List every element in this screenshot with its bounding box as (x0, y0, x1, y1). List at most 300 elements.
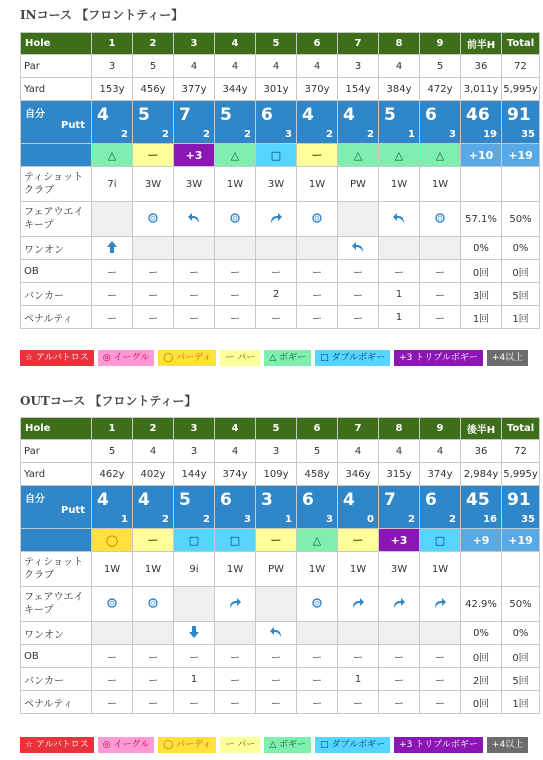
in-teeshot-row (21, 167, 540, 202)
out-yard-cell: 374y (215, 463, 256, 486)
out-yard-cell: Yard (21, 463, 92, 486)
in-score-cell (174, 101, 215, 144)
legend-item: +3 トリプルボギー (394, 737, 483, 753)
in-teeshot-cell: 3W (256, 167, 297, 202)
legend-item: ☆ アルバトロス (20, 737, 94, 753)
in-result-cell (215, 144, 256, 167)
putt-count: 2 (162, 514, 169, 525)
putt-label: Putt (60, 120, 85, 131)
putt-count: 0 (367, 514, 374, 525)
out-penalty-cell: ー (256, 691, 297, 714)
in-score-cell (297, 101, 338, 144)
stroke-count: 5 (138, 105, 150, 125)
in-teeshot-cell (502, 167, 540, 202)
out-bunker-cell: ー (379, 668, 420, 691)
in-hole-header-cell: 1 (92, 33, 133, 55)
in-par-cell: 5 (133, 55, 174, 78)
legend-item: □ ダブルボギー (315, 737, 390, 753)
legend-item: +3 トリプルボギー (394, 350, 483, 366)
arrow-curve-left-icon (269, 625, 283, 639)
out-par-row (21, 440, 540, 463)
in-one-on-cell (420, 237, 461, 260)
in-fairway-cell (215, 202, 256, 237)
stroke-count: 5 (384, 105, 396, 125)
stroke-count: 4 (97, 490, 109, 510)
out-result-cell (420, 529, 461, 552)
legend-item: ◎ イーグル (98, 350, 154, 366)
out-yard-cell: 346y (338, 463, 379, 486)
out-bunker-cell: ー (420, 668, 461, 691)
in-ob-cell: ー (133, 260, 174, 283)
result-symbol: ー (352, 534, 364, 547)
out-one-on-cell: 0% (461, 622, 502, 645)
out-teeshot-cell: PW (256, 552, 297, 587)
out-result-cell (297, 529, 338, 552)
out-ob-label: OB (21, 645, 92, 668)
in-score-cell (379, 101, 420, 144)
out-hole-header-cell: 1 (92, 418, 133, 440)
in-bunker-cell: 1 (379, 283, 420, 306)
out-ob-cell: ー (338, 645, 379, 668)
legend-item: ☆ アルバトロス (20, 350, 94, 366)
in-bunker-cell: 2 (256, 283, 297, 306)
out-one-on-cell (297, 622, 338, 645)
in-hole-header-row (21, 33, 540, 55)
in-score-cell (215, 101, 256, 144)
out-fairway-cell (256, 587, 297, 622)
in-score-cell (338, 101, 379, 144)
out-par-cell: 4 (338, 440, 379, 463)
arrow-curve-right-icon (351, 596, 365, 610)
out-bunker-cell: ー (297, 668, 338, 691)
in-yard-cell: 153y (92, 78, 133, 101)
in-result-cell (174, 144, 215, 167)
in-result-cell (379, 144, 420, 167)
out-hole-header-cell: Hole (21, 418, 92, 440)
out-teeshot-cell: 3W (379, 552, 420, 587)
in-teeshot-cell: 1W (297, 167, 338, 202)
in-penalty-cell: ー (256, 306, 297, 329)
arrow-curve-left-icon (187, 211, 201, 225)
out-fairway-cell (92, 587, 133, 622)
out-yard-cell: 402y (133, 463, 174, 486)
in-fairway-cell (174, 202, 215, 237)
in-score-label-cell (21, 101, 92, 144)
out-ob-cell: ー (297, 645, 338, 668)
out-yard-cell: 315y (379, 463, 420, 486)
out-penalty-cell: ー (338, 691, 379, 714)
out-teeshot-cell (502, 552, 540, 587)
in-bunker-cell: ー (297, 283, 338, 306)
out-ob-cell: ー (133, 645, 174, 668)
legend-item: △ ボギー (264, 737, 311, 753)
in-yard-cell: 472y (420, 78, 461, 101)
in-bunker-row (21, 283, 540, 306)
in-one-on-cell (174, 237, 215, 260)
fairway-target-icon (146, 211, 160, 225)
result-symbol: ー (311, 149, 323, 162)
legend-item: ー パー (220, 737, 260, 753)
legend-item: ー パー (220, 350, 260, 366)
out-bunker-cell: ー (133, 668, 174, 691)
out-ob-cell: ー (215, 645, 256, 668)
out-yard-cell: 462y (92, 463, 133, 486)
stroke-count: 91 (507, 490, 531, 510)
out-one-on-row (21, 622, 540, 645)
out-ob-row (21, 645, 540, 668)
in-yard-cell: 5,995y (502, 78, 540, 101)
out-fairway-cell: 42.9% (461, 587, 502, 622)
in-result-row (21, 144, 540, 167)
legend-item: +4以上 (487, 737, 528, 753)
legend-item: +4以上 (487, 350, 528, 366)
in-score-cell (133, 101, 174, 144)
in-result-cell (502, 144, 540, 167)
stroke-count: 5 (220, 105, 232, 125)
in-ob-cell: ー (420, 260, 461, 283)
arrow-curve-left-icon (392, 211, 406, 225)
out-one-on-cell (133, 622, 174, 645)
in-one-on-cell (92, 237, 133, 260)
in-penalty-cell: 1回 (461, 306, 502, 329)
in-ob-cell: ー (379, 260, 420, 283)
out-hole-header-cell: 後半H (461, 418, 502, 440)
putt-count: 19 (483, 129, 497, 140)
in-result-cell (461, 144, 502, 167)
stroke-count: 91 (507, 105, 531, 125)
out-score-cell (215, 486, 256, 529)
in-one-on-cell (215, 237, 256, 260)
out-bunker-cell: 1 (338, 668, 379, 691)
in-one-on-row (21, 237, 540, 260)
in-score-cell (256, 101, 297, 144)
in-par-cell: Par (21, 55, 92, 78)
in-ob-cell: 0回 (461, 260, 502, 283)
in-teeshot-cell: PW (338, 167, 379, 202)
in-bunker-cell: 5回 (502, 283, 540, 306)
in-score-cell (461, 101, 502, 144)
putt-count: 35 (521, 129, 535, 140)
in-teeshot-label: ティショット クラブ (21, 167, 92, 202)
stroke-count: 6 (425, 490, 437, 510)
arrow-curve-left-icon (351, 240, 365, 254)
putt-count: 3 (285, 129, 292, 140)
in-one-on-cell (256, 237, 297, 260)
in-hole-header-cell: Total (502, 33, 540, 55)
self-label: 自分 (25, 494, 45, 505)
result-symbol: △ (353, 148, 363, 162)
out-result-cell (256, 529, 297, 552)
in-par-cell: 72 (502, 55, 540, 78)
putt-count: 3 (326, 514, 333, 525)
out-hole-header-cell: 9 (420, 418, 461, 440)
fairway-target-icon (228, 211, 242, 225)
out-fairway-cell (174, 587, 215, 622)
in-result-label-cell (21, 144, 92, 167)
in-teeshot-cell: 7i (92, 167, 133, 202)
putt-count: 3 (244, 514, 251, 525)
result-symbol: △ (435, 148, 445, 162)
stroke-count: 7 (179, 105, 191, 125)
legend-item: ◯ バーディ (158, 350, 216, 366)
out-par-cell: 5 (92, 440, 133, 463)
out-par-cell: 3 (256, 440, 297, 463)
legend-item: ◎ イーグル (98, 737, 154, 753)
putt-count: 2 (408, 514, 415, 525)
in-bunker-cell: ー (338, 283, 379, 306)
out-hole-header-cell: 6 (297, 418, 338, 440)
out-one-on-cell (379, 622, 420, 645)
out-par-cell: 36 (461, 440, 502, 463)
out-ob-cell: 0回 (461, 645, 502, 668)
out-penalty-cell: 1回 (502, 691, 540, 714)
in-penalty-row (21, 306, 540, 329)
in-penalty-cell: 1 (379, 306, 420, 329)
in-one-on-cell: 0% (461, 237, 502, 260)
out-hole-header-cell: 4 (215, 418, 256, 440)
in-hole-header-cell: 6 (297, 33, 338, 55)
stroke-count: 45 (466, 490, 490, 510)
stroke-count: 6 (302, 490, 314, 510)
in-par-cell: 4 (256, 55, 297, 78)
out-ob-cell: ー (379, 645, 420, 668)
out-hole-header-row (21, 418, 540, 440)
in-fairway-label: フェアウエイ キープ (21, 202, 92, 237)
fairway-target-icon (146, 596, 160, 610)
arrow-down-icon (187, 625, 201, 639)
out-teeshot-cell: 9i (174, 552, 215, 587)
out-score-cell (338, 486, 379, 529)
putt-count: 2 (203, 129, 210, 140)
putt-count: 2 (244, 129, 251, 140)
putt-count: 2 (121, 129, 128, 140)
in-result-cell (420, 144, 461, 167)
out-score-cell (379, 486, 420, 529)
in-par-cell: 4 (215, 55, 256, 78)
in-bunker-cell: 3回 (461, 283, 502, 306)
in-fairway-cell (133, 202, 174, 237)
in-result-cell (256, 144, 297, 167)
in-bunker-cell: ー (420, 283, 461, 306)
out-fairway-cell (420, 587, 461, 622)
result-symbol: □ (270, 148, 282, 162)
stroke-count: 6 (220, 490, 232, 510)
out-hole-header-cell: 2 (133, 418, 174, 440)
result-symbol: △ (394, 148, 404, 162)
out-hole-header-cell: 3 (174, 418, 215, 440)
fairway-target-icon (310, 596, 324, 610)
out-score-cell (174, 486, 215, 529)
putt-count: 2 (203, 514, 210, 525)
out-course-title: OUTコース 【フロントティー】 (20, 394, 197, 408)
stroke-count: 6 (425, 105, 437, 125)
out-bunker-label: バンカー (21, 668, 92, 691)
out-fairway-cell: 50% (502, 587, 540, 622)
in-yard-cell: 3,011y (461, 78, 502, 101)
in-ob-cell: ー (92, 260, 133, 283)
in-penalty-cell: 1回 (502, 306, 540, 329)
in-par-cell: 36 (461, 55, 502, 78)
out-par-cell: 3 (174, 440, 215, 463)
result-symbol: ー (147, 149, 159, 162)
self-label: 自分 (25, 109, 45, 120)
putt-count: 1 (121, 514, 128, 525)
out-score-cell (502, 486, 540, 529)
putt-count: 1 (285, 514, 292, 525)
out-fairway-label: フェアウエイ キープ (21, 587, 92, 622)
in-yard-cell: 384y (379, 78, 420, 101)
out-fairway-cell (215, 587, 256, 622)
in-fairway-cell (379, 202, 420, 237)
in-hole-header-cell: 9 (420, 33, 461, 55)
stroke-count: 4 (343, 490, 355, 510)
result-symbol: ◯ (105, 533, 119, 547)
out-result-cell (174, 529, 215, 552)
putt-label: Putt (60, 505, 85, 516)
out-hole-header-cell: Total (502, 418, 540, 440)
in-one-on-label: ワンオン (21, 237, 92, 260)
in-fairway-row (21, 202, 540, 237)
out-score-cell (92, 486, 133, 529)
out-fairway-cell (379, 587, 420, 622)
out-score-cell (256, 486, 297, 529)
in-result-cell (133, 144, 174, 167)
out-penalty-cell: ー (215, 691, 256, 714)
out-par-cell: 4 (379, 440, 420, 463)
legend-item: ◯ バーディ (158, 737, 216, 753)
out-scorecard-table (20, 417, 540, 714)
out-penalty-label: ペナルティ (21, 691, 92, 714)
in-yard-row (21, 78, 540, 101)
out-teeshot-cell: 1W (133, 552, 174, 587)
out-fairway-row (21, 587, 540, 622)
in-hole-header-cell: 前半H (461, 33, 502, 55)
in-fairway-cell (420, 202, 461, 237)
out-fairway-cell (297, 587, 338, 622)
out-yard-cell: 5,995y (502, 463, 540, 486)
in-par-cell: 4 (297, 55, 338, 78)
out-yard-cell: 458y (297, 463, 338, 486)
in-par-cell: 4 (174, 55, 215, 78)
in-hole-header-cell: 5 (256, 33, 297, 55)
stroke-count: 3 (261, 490, 273, 510)
in-teeshot-cell: 1W (420, 167, 461, 202)
in-hole-header-cell: 7 (338, 33, 379, 55)
in-penalty-label: ペナルティ (21, 306, 92, 329)
out-teeshot-cell: 1W (338, 552, 379, 587)
result-symbol: □ (188, 533, 200, 547)
arrow-curve-right-icon (269, 211, 283, 225)
out-teeshot-cell (461, 552, 502, 587)
legend-item: △ ボギー (264, 350, 311, 366)
out-hole-header-cell: 5 (256, 418, 297, 440)
out-score-label-cell (21, 486, 92, 529)
out-par-cell: 72 (502, 440, 540, 463)
out-one-on-cell (338, 622, 379, 645)
in-fairway-cell (256, 202, 297, 237)
in-yard-cell: 377y (174, 78, 215, 101)
result-symbol: +3 (185, 148, 203, 162)
out-yard-cell: 2,984y (461, 463, 502, 486)
out-par-cell: 5 (297, 440, 338, 463)
out-ob-cell: 0回 (502, 645, 540, 668)
out-legend (20, 737, 528, 753)
out-bunker-cell: 2回 (461, 668, 502, 691)
out-ob-cell: ー (420, 645, 461, 668)
in-score-cell (502, 101, 540, 144)
out-ob-cell: ー (256, 645, 297, 668)
putt-count: 35 (521, 514, 535, 525)
out-penalty-cell: ー (297, 691, 338, 714)
out-penalty-cell: ー (92, 691, 133, 714)
out-bunker-cell: ー (92, 668, 133, 691)
in-penalty-cell: ー (133, 306, 174, 329)
in-fairway-cell: 50% (502, 202, 540, 237)
stroke-count: 6 (261, 105, 273, 125)
putt-count: 16 (483, 514, 497, 525)
out-one-on-cell (256, 622, 297, 645)
in-ob-label: OB (21, 260, 92, 283)
out-score-cell (297, 486, 338, 529)
out-yard-cell: 144y (174, 463, 215, 486)
out-ob-cell: ー (174, 645, 215, 668)
stroke-count: 4 (138, 490, 150, 510)
in-penalty-cell: ー (297, 306, 338, 329)
in-teeshot-cell: 3W (174, 167, 215, 202)
in-hole-header-cell: 3 (174, 33, 215, 55)
out-teeshot-cell: 1W (92, 552, 133, 587)
out-penalty-cell: 0回 (461, 691, 502, 714)
out-teeshot-row (21, 552, 540, 587)
in-par-cell: 3 (338, 55, 379, 78)
legend-item: □ ダブルボギー (315, 350, 390, 366)
stroke-count: 4 (97, 105, 109, 125)
out-result-cell (502, 529, 540, 552)
arrow-curve-right-icon (228, 596, 242, 610)
out-one-on-cell (420, 622, 461, 645)
putt-count: 2 (449, 514, 456, 525)
out-one-on-cell: 0% (502, 622, 540, 645)
in-ob-cell: 0回 (502, 260, 540, 283)
out-bunker-row (21, 668, 540, 691)
in-teeshot-cell: 1W (379, 167, 420, 202)
in-par-row (21, 55, 540, 78)
out-one-on-label: ワンオン (21, 622, 92, 645)
in-par-cell: 5 (420, 55, 461, 78)
result-symbol: +9 (472, 533, 490, 547)
result-symbol: □ (229, 533, 241, 547)
out-bunker-cell: 5回 (502, 668, 540, 691)
in-yard-cell: 301y (256, 78, 297, 101)
putt-count: 2 (367, 129, 374, 140)
out-one-on-cell (92, 622, 133, 645)
in-one-on-cell (133, 237, 174, 260)
in-result-cell (297, 144, 338, 167)
in-penalty-cell: ー (174, 306, 215, 329)
in-ob-cell: ー (338, 260, 379, 283)
out-result-cell (338, 529, 379, 552)
out-yard-row (21, 463, 540, 486)
out-yard-cell: 374y (420, 463, 461, 486)
out-hole-header-cell: 8 (379, 418, 420, 440)
fairway-target-icon (433, 211, 447, 225)
out-teeshot-cell: 1W (297, 552, 338, 587)
in-fairway-cell: 57.1% (461, 202, 502, 237)
out-bunker-cell: 1 (174, 668, 215, 691)
in-yard-cell: 370y (297, 78, 338, 101)
out-result-cell (461, 529, 502, 552)
out-penalty-row (21, 691, 540, 714)
